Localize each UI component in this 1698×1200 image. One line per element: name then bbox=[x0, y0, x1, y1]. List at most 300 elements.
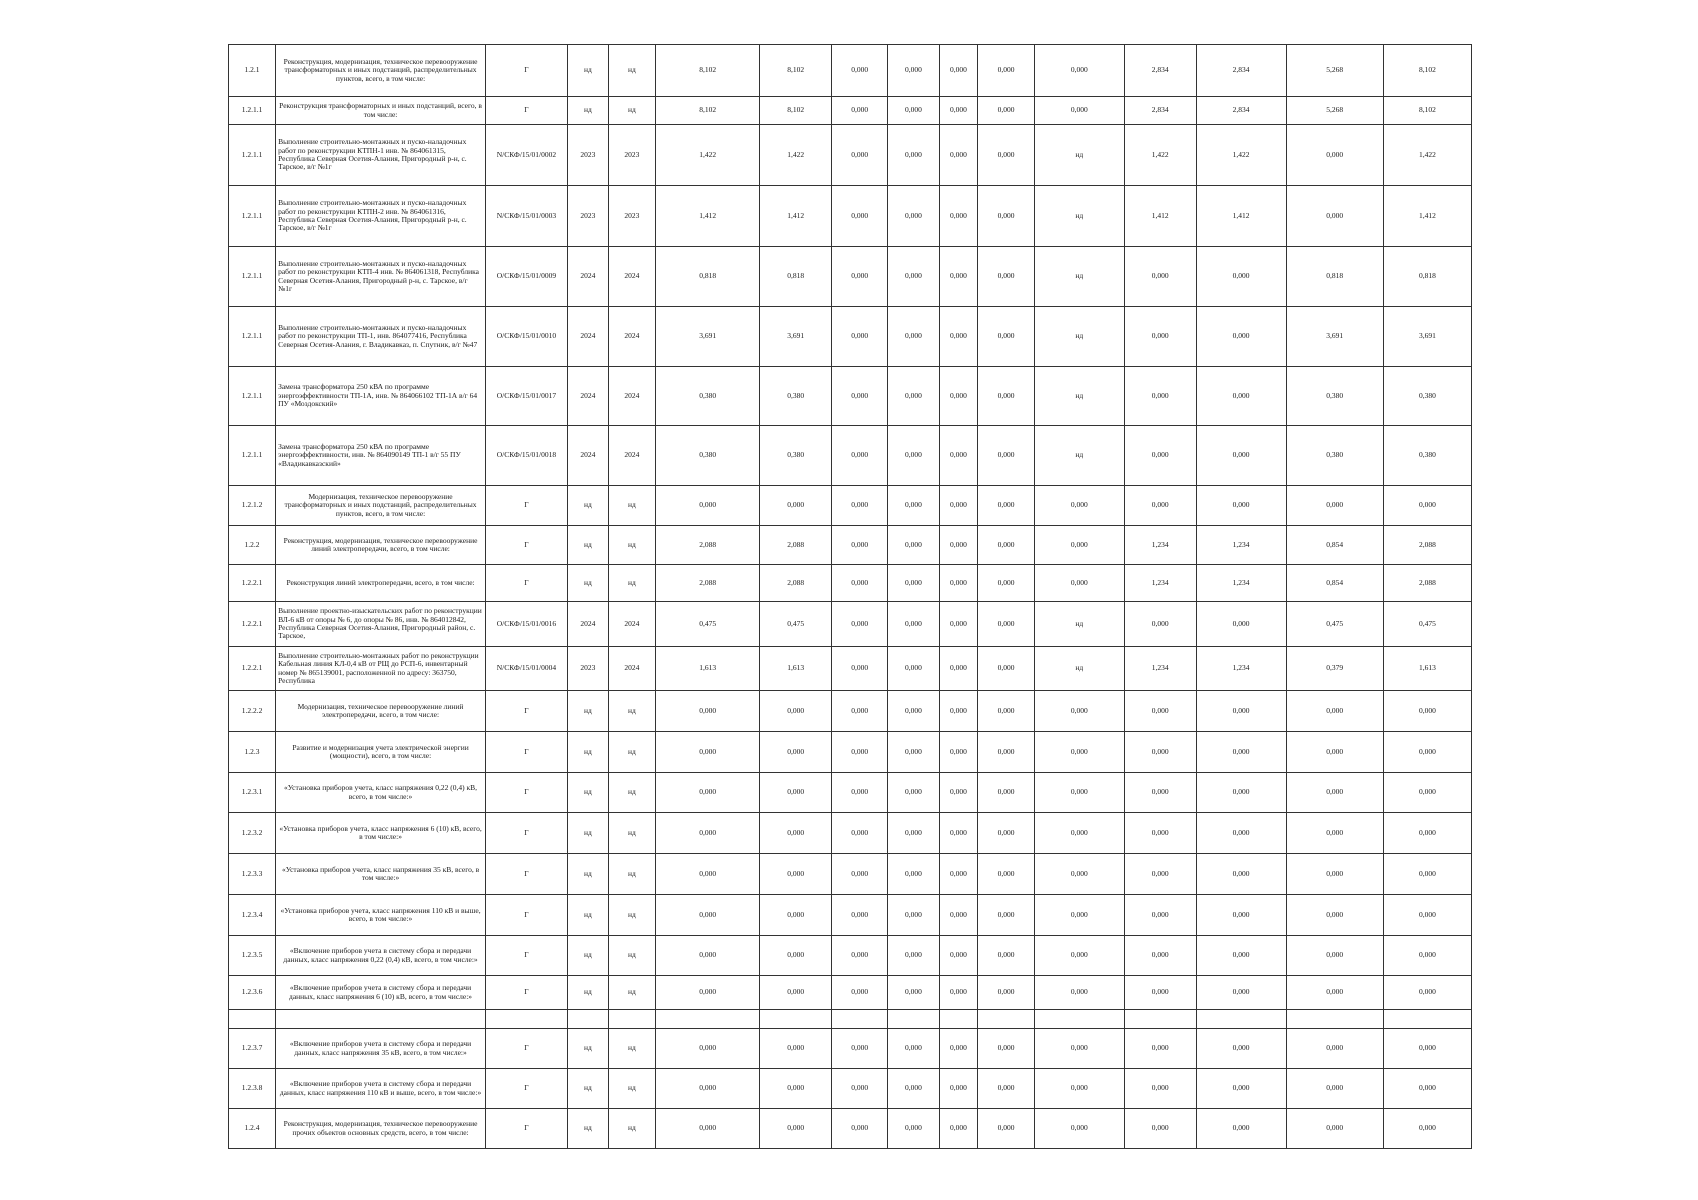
start-year-cell: нд bbox=[567, 895, 608, 936]
value-cell: 0,000 bbox=[939, 426, 978, 486]
table-row bbox=[229, 813, 1472, 854]
object-code-cell: Г bbox=[485, 1109, 567, 1149]
start-year-cell: 2024 bbox=[567, 426, 608, 486]
object-name-cell: Замена трансформатора 250 кВА по программе энергоэффективности ТП-1А, инв. № 864066102 ТП-1А в/г 64 ПУ «Моздокский» bbox=[276, 367, 486, 426]
value-cell: 1,422 bbox=[1383, 125, 1471, 186]
row-number-cell: 1.2.1.1 bbox=[229, 247, 276, 307]
start-year-cell: 2024 bbox=[567, 367, 608, 426]
value-cell: 0,000 bbox=[978, 247, 1034, 307]
value-cell: 0,000 bbox=[832, 45, 888, 97]
value-cell: 0,000 bbox=[1383, 813, 1471, 854]
value-cell: 0,000 bbox=[888, 895, 939, 936]
value-cell bbox=[978, 1010, 1034, 1029]
value-cell: 0,000 bbox=[1286, 895, 1383, 936]
value-cell: нд bbox=[1034, 367, 1124, 426]
value-cell: 0,000 bbox=[978, 125, 1034, 186]
value-cell: 0,000 bbox=[1196, 602, 1286, 647]
start-year-cell: нд bbox=[567, 1029, 608, 1069]
object-code-cell: Г bbox=[485, 732, 567, 773]
value-cell: 0,000 bbox=[1034, 813, 1124, 854]
value-cell: 0,000 bbox=[1286, 813, 1383, 854]
value-cell bbox=[832, 1010, 888, 1029]
value-cell: 0,000 bbox=[888, 854, 939, 895]
value-cell: 0,000 bbox=[888, 647, 939, 691]
row-number-cell: 1.2.3 bbox=[229, 732, 276, 773]
value-cell: 0,000 bbox=[832, 773, 888, 813]
end-year-cell: 2024 bbox=[608, 247, 655, 307]
end-year-cell: нд bbox=[608, 1109, 655, 1149]
end-year-cell: нд bbox=[608, 936, 655, 976]
value-cell: 0,000 bbox=[1124, 602, 1196, 647]
value-cell: нд bbox=[1034, 125, 1124, 186]
end-year-cell: нд bbox=[608, 1029, 655, 1069]
value-cell: 1,422 bbox=[760, 125, 832, 186]
value-cell: 0,000 bbox=[760, 732, 832, 773]
end-year-cell: нд bbox=[608, 526, 655, 565]
value-cell: 0,380 bbox=[1286, 367, 1383, 426]
value-cell: 8,102 bbox=[655, 45, 759, 97]
value-cell: 2,088 bbox=[760, 526, 832, 565]
object-name-cell: Выполнение строительно-монтажных и пуско-наладочных работ по реконструкции ТП-1, инв. 864077416, Республика Северная Осетия-Алания, г. Владикавказ, п. Спутник, в/г №47 bbox=[276, 307, 486, 367]
value-cell: 0,000 bbox=[1196, 367, 1286, 426]
value-cell: 0,000 bbox=[939, 247, 978, 307]
value-cell: 8,102 bbox=[1383, 45, 1471, 97]
value-cell: 0,000 bbox=[1124, 1109, 1196, 1149]
object-code-cell: Г bbox=[485, 45, 567, 97]
table-row bbox=[229, 367, 1472, 426]
object-code-cell: N/СКФ/15/01/0004 bbox=[485, 647, 567, 691]
start-year-cell: нд bbox=[567, 976, 608, 1010]
value-cell: 0,000 bbox=[1383, 854, 1471, 895]
value-cell: 0,000 bbox=[978, 1029, 1034, 1069]
end-year-cell bbox=[608, 1010, 655, 1029]
value-cell: 0,000 bbox=[760, 895, 832, 936]
value-cell: 0,000 bbox=[939, 936, 978, 976]
value-cell bbox=[1196, 1010, 1286, 1029]
object-code-cell: Г bbox=[485, 813, 567, 854]
value-cell: 0,000 bbox=[939, 895, 978, 936]
end-year-cell: 2024 bbox=[608, 602, 655, 647]
value-cell: 3,691 bbox=[1383, 307, 1471, 367]
end-year-cell: нд bbox=[608, 691, 655, 732]
object-code-cell: О/СКФ/15/01/0010 bbox=[485, 307, 567, 367]
table-row bbox=[229, 647, 1472, 691]
end-year-cell: 2023 bbox=[608, 125, 655, 186]
table-row bbox=[229, 426, 1472, 486]
value-cell: 0,000 bbox=[939, 486, 978, 526]
value-cell: 0,000 bbox=[978, 1109, 1034, 1149]
value-cell: 0,000 bbox=[1034, 45, 1124, 97]
value-cell: 0,475 bbox=[655, 602, 759, 647]
value-cell: 0,000 bbox=[1286, 186, 1383, 247]
start-year-cell: нд bbox=[567, 732, 608, 773]
value-cell: 0,000 bbox=[1286, 1029, 1383, 1069]
end-year-cell: 2024 bbox=[608, 426, 655, 486]
object-code-cell: О/СКФ/15/01/0009 bbox=[485, 247, 567, 307]
value-cell: 0,000 bbox=[760, 936, 832, 976]
end-year-cell: 2024 bbox=[608, 307, 655, 367]
value-cell: 2,088 bbox=[655, 565, 759, 602]
end-year-cell: нд bbox=[608, 97, 655, 125]
value-cell: 0,000 bbox=[1286, 1069, 1383, 1109]
value-cell: нд bbox=[1034, 426, 1124, 486]
value-cell: 0,000 bbox=[655, 732, 759, 773]
value-cell: 1,422 bbox=[1196, 125, 1286, 186]
value-cell: 0,000 bbox=[1196, 773, 1286, 813]
table-row bbox=[229, 936, 1472, 976]
end-year-cell: нд bbox=[608, 813, 655, 854]
value-cell: 0,000 bbox=[978, 526, 1034, 565]
value-cell: 0,000 bbox=[1383, 976, 1471, 1010]
table-row bbox=[229, 565, 1472, 602]
value-cell: 0,000 bbox=[1196, 813, 1286, 854]
value-cell: 0,000 bbox=[1124, 1069, 1196, 1109]
value-cell: 0,000 bbox=[1383, 732, 1471, 773]
object-code-cell: N/СКФ/15/01/0003 bbox=[485, 186, 567, 247]
object-code-cell: Г bbox=[485, 1069, 567, 1109]
value-cell: 0,000 bbox=[888, 813, 939, 854]
value-cell: 0,000 bbox=[1383, 1029, 1471, 1069]
value-cell: 0,000 bbox=[832, 813, 888, 854]
object-name-cell: «Установка приборов учета, класс напряжения 6 (10) кВ, всего, в том числе:» bbox=[276, 813, 486, 854]
value-cell: 0,000 bbox=[1196, 426, 1286, 486]
row-number-cell: 1.2.3.1 bbox=[229, 773, 276, 813]
value-cell: 2,088 bbox=[1383, 565, 1471, 602]
value-cell: 0,000 bbox=[978, 854, 1034, 895]
value-cell: 0,000 bbox=[1124, 307, 1196, 367]
table-row bbox=[229, 125, 1472, 186]
row-number-cell: 1.2.3.7 bbox=[229, 1029, 276, 1069]
start-year-cell: нд bbox=[567, 813, 608, 854]
value-cell: 0,000 bbox=[832, 565, 888, 602]
value-cell: 0,000 bbox=[760, 1069, 832, 1109]
object-name-cell: Реконструкция трансформаторных и иных подстанций, всего, в том числе: bbox=[276, 97, 486, 125]
value-cell: 0,000 bbox=[939, 976, 978, 1010]
value-cell: 0,000 bbox=[978, 895, 1034, 936]
value-cell: 0,000 bbox=[1286, 976, 1383, 1010]
value-cell: 0,000 bbox=[1383, 486, 1471, 526]
value-cell: 0,818 bbox=[1383, 247, 1471, 307]
start-year-cell: нд bbox=[567, 486, 608, 526]
start-year-cell: 2023 bbox=[567, 647, 608, 691]
value-cell: 0,000 bbox=[978, 97, 1034, 125]
value-cell: 0,000 bbox=[1034, 526, 1124, 565]
end-year-cell: нд bbox=[608, 976, 655, 1010]
row-number-cell: 1.2.3.6 bbox=[229, 976, 276, 1010]
value-cell: нд bbox=[1034, 602, 1124, 647]
start-year-cell: нд bbox=[567, 773, 608, 813]
value-cell: 5,268 bbox=[1286, 45, 1383, 97]
value-cell: 1,234 bbox=[1124, 526, 1196, 565]
start-year-cell: нд bbox=[567, 1109, 608, 1149]
object-code-cell bbox=[485, 1010, 567, 1029]
start-year-cell: нд bbox=[567, 565, 608, 602]
start-year-cell: нд bbox=[567, 45, 608, 97]
value-cell: 0,000 bbox=[760, 813, 832, 854]
value-cell: 0,000 bbox=[1196, 247, 1286, 307]
value-cell: 0,000 bbox=[655, 773, 759, 813]
value-cell: 0,000 bbox=[655, 1029, 759, 1069]
value-cell: 0,000 bbox=[1124, 895, 1196, 936]
value-cell: 0,000 bbox=[888, 45, 939, 97]
value-cell: 0,000 bbox=[1034, 486, 1124, 526]
object-code-cell: Г bbox=[485, 895, 567, 936]
value-cell: 0,000 bbox=[939, 45, 978, 97]
row-number-cell: 1.2.2.1 bbox=[229, 565, 276, 602]
row-number-cell: 1.2.1 bbox=[229, 45, 276, 97]
value-cell: 0,000 bbox=[1196, 307, 1286, 367]
value-cell bbox=[1034, 1010, 1124, 1029]
table-row bbox=[229, 526, 1472, 565]
value-cell: 0,000 bbox=[978, 45, 1034, 97]
value-cell: 0,000 bbox=[888, 186, 939, 247]
object-name-cell: Выполнение строительно-монтажных работ по реконструкции Кабельная линия КЛ-0,4 кВ от РЩ до РСП-6, инвентарный номер № 865139001, расположенной по адресу: 363750, Республика bbox=[276, 647, 486, 691]
value-cell: 0,000 bbox=[978, 307, 1034, 367]
value-cell: 0,000 bbox=[1196, 854, 1286, 895]
value-cell: 0,000 bbox=[655, 486, 759, 526]
value-cell: нд bbox=[1034, 307, 1124, 367]
object-code-cell: О/СКФ/15/01/0017 bbox=[485, 367, 567, 426]
table-row bbox=[229, 186, 1472, 247]
row-number-cell: 1.2.1.1 bbox=[229, 367, 276, 426]
value-cell: 0,000 bbox=[1124, 1029, 1196, 1069]
row-number-cell: 1.2.3.4 bbox=[229, 895, 276, 936]
value-cell: 0,000 bbox=[832, 367, 888, 426]
value-cell: 0,000 bbox=[1034, 565, 1124, 602]
object-name-cell: Замена трансформатора 250 кВА по программе энергоэффективности, инв. № 864090149 ТП-1 в/г 55 ПУ «Владикавказский» bbox=[276, 426, 486, 486]
end-year-cell: 2024 bbox=[608, 647, 655, 691]
row-number-cell: 1.2.1.1 bbox=[229, 186, 276, 247]
value-cell: 0,000 bbox=[832, 97, 888, 125]
object-name-cell: Модернизация, техническое перевооружение трансформаторных и иных подстанций, распределительных пунктов, всего, в том числе: bbox=[276, 486, 486, 526]
table-row bbox=[229, 1029, 1472, 1069]
row-number-cell: 1.2.3.5 bbox=[229, 936, 276, 976]
value-cell: 0,000 bbox=[978, 647, 1034, 691]
table-row bbox=[229, 691, 1472, 732]
value-cell: 0,000 bbox=[832, 936, 888, 976]
value-cell: 0,000 bbox=[1124, 367, 1196, 426]
value-cell: 0,000 bbox=[939, 125, 978, 186]
value-cell: 0,000 bbox=[1034, 1109, 1124, 1149]
end-year-cell: нд bbox=[608, 854, 655, 895]
value-cell: 0,000 bbox=[1383, 1109, 1471, 1149]
value-cell: 0,000 bbox=[978, 976, 1034, 1010]
value-cell: 1,412 bbox=[1196, 186, 1286, 247]
row-number-cell: 1.2.1.1 bbox=[229, 125, 276, 186]
object-code-cell: Г bbox=[485, 773, 567, 813]
value-cell: 0,000 bbox=[832, 895, 888, 936]
value-cell: 0,000 bbox=[939, 1069, 978, 1109]
object-name-cell: Реконструкция, модернизация, техническое перевооружение трансформаторных и иных подстанций, распределительных пунктов, всего, в том числе: bbox=[276, 45, 486, 97]
object-name-cell: Выполнение проектно-изыскательских работ по реконструкции ВЛ-6 кВ от опоры № 6, до опоры № 86, инв. № 864012842, Республика Северная Осетия-Алания, Пригородный район, с. Тарское, bbox=[276, 602, 486, 647]
value-cell: 0,000 bbox=[939, 526, 978, 565]
value-cell: 0,000 bbox=[1124, 976, 1196, 1010]
value-cell: 0,380 bbox=[760, 426, 832, 486]
value-cell: 0,000 bbox=[1124, 247, 1196, 307]
value-cell: 0,000 bbox=[888, 976, 939, 1010]
value-cell: 0,000 bbox=[888, 691, 939, 732]
value-cell: 0,000 bbox=[1286, 691, 1383, 732]
value-cell: 0,000 bbox=[832, 1069, 888, 1109]
value-cell: 0,000 bbox=[939, 186, 978, 247]
value-cell: 0,000 bbox=[832, 426, 888, 486]
value-cell: 0,000 bbox=[888, 307, 939, 367]
value-cell: 0,000 bbox=[939, 1109, 978, 1149]
value-cell: 0,000 bbox=[1383, 936, 1471, 976]
value-cell: 0,000 bbox=[1286, 732, 1383, 773]
object-name-cell: «Установка приборов учета, класс напряжения 35 кВ, всего, в том числе:» bbox=[276, 854, 486, 895]
value-cell: 0,000 bbox=[1124, 691, 1196, 732]
row-number-cell: 1.2.1.2 bbox=[229, 486, 276, 526]
value-cell bbox=[760, 1010, 832, 1029]
value-cell: 0,000 bbox=[655, 936, 759, 976]
value-cell: 0,000 bbox=[939, 565, 978, 602]
value-cell: 0,000 bbox=[1124, 426, 1196, 486]
value-cell: 0,000 bbox=[978, 773, 1034, 813]
table-row bbox=[229, 1109, 1472, 1149]
value-cell: 0,000 bbox=[939, 691, 978, 732]
value-cell bbox=[1286, 1010, 1383, 1029]
value-cell: 0,000 bbox=[888, 565, 939, 602]
start-year-cell: 2024 bbox=[567, 247, 608, 307]
value-cell: 1,234 bbox=[1196, 526, 1286, 565]
end-year-cell: нд bbox=[608, 486, 655, 526]
value-cell: 0,000 bbox=[978, 691, 1034, 732]
value-cell: 0,475 bbox=[760, 602, 832, 647]
value-cell: 0,000 bbox=[978, 936, 1034, 976]
value-cell: 1,234 bbox=[1196, 647, 1286, 691]
start-year-cell: нд bbox=[567, 936, 608, 976]
object-name-cell: «Установка приборов учета, класс напряжения 110 кВ и выше, всего, в том числе:» bbox=[276, 895, 486, 936]
object-name-cell: Выполнение строительно-монтажных и пуско-наладочных работ по реконструкции КТПН-1 инв. № 864061315, Республика Северная Осетия-Алания, Пригородный р-н, с. Тарское, в/г №1г bbox=[276, 125, 486, 186]
value-cell: 1,412 bbox=[1383, 186, 1471, 247]
value-cell: 0,000 bbox=[655, 813, 759, 854]
value-cell: 2,834 bbox=[1196, 97, 1286, 125]
value-cell bbox=[655, 1010, 759, 1029]
value-cell: 0,854 bbox=[1286, 526, 1383, 565]
value-cell: 1,422 bbox=[1124, 125, 1196, 186]
value-cell: 1,234 bbox=[1124, 647, 1196, 691]
value-cell: 0,380 bbox=[1383, 426, 1471, 486]
value-cell: 0,000 bbox=[978, 486, 1034, 526]
value-cell: 2,834 bbox=[1196, 45, 1286, 97]
object-code-cell: Г bbox=[485, 526, 567, 565]
value-cell: 2,088 bbox=[655, 526, 759, 565]
table-row bbox=[229, 1069, 1472, 1109]
object-code-cell: N/СКФ/15/01/0002 bbox=[485, 125, 567, 186]
value-cell: 0,000 bbox=[832, 486, 888, 526]
value-cell: 0,000 bbox=[832, 247, 888, 307]
value-cell: 0,475 bbox=[1383, 602, 1471, 647]
value-cell: 0,000 bbox=[760, 486, 832, 526]
object-code-cell: Г bbox=[485, 854, 567, 895]
value-cell: 0,000 bbox=[760, 1029, 832, 1069]
value-cell: 0,000 bbox=[1196, 936, 1286, 976]
value-cell: 0,818 bbox=[655, 247, 759, 307]
value-cell: 8,102 bbox=[1383, 97, 1471, 125]
value-cell: 0,380 bbox=[655, 367, 759, 426]
value-cell: 0,000 bbox=[1196, 1029, 1286, 1069]
row-number-cell: 1.2.3.8 bbox=[229, 1069, 276, 1109]
object-name-cell: Реконструкция, модернизация, техническое перевооружение линий электропередачи, всего, в том числе: bbox=[276, 526, 486, 565]
table-row bbox=[229, 602, 1472, 647]
value-cell: 0,000 bbox=[1034, 732, 1124, 773]
value-cell: 0,000 bbox=[978, 1069, 1034, 1109]
end-year-cell: нд bbox=[608, 1069, 655, 1109]
value-cell: 0,380 bbox=[1383, 367, 1471, 426]
investment-program-table bbox=[228, 44, 1472, 1149]
object-name-cell: «Установка приборов учета, класс напряжения 0,22 (0,4) кВ, всего, в том числе:» bbox=[276, 773, 486, 813]
object-code-cell: Г bbox=[485, 97, 567, 125]
end-year-cell: нд bbox=[608, 895, 655, 936]
value-cell: 8,102 bbox=[655, 97, 759, 125]
value-cell: 0,000 bbox=[888, 426, 939, 486]
table-row bbox=[229, 976, 1472, 1010]
value-cell: 0,000 bbox=[1034, 97, 1124, 125]
value-cell: 0,000 bbox=[888, 1109, 939, 1149]
table-row bbox=[229, 1010, 1472, 1029]
value-cell: 1,234 bbox=[1124, 565, 1196, 602]
object-code-cell: О/СКФ/15/01/0016 bbox=[485, 602, 567, 647]
value-cell: 1,412 bbox=[760, 186, 832, 247]
value-cell: 0,000 bbox=[1286, 1109, 1383, 1149]
object-name-cell: «Включение приборов учета в систему сбора и передачи данных, класс напряжения 35 кВ, всего, в том числе:» bbox=[276, 1029, 486, 1069]
value-cell: 0,000 bbox=[832, 526, 888, 565]
object-name-cell: «Включение приборов учета в систему сбора и передачи данных, класс напряжения 6 (10) кВ, всего, в том числе:» bbox=[276, 976, 486, 1010]
value-cell: 0,000 bbox=[1034, 895, 1124, 936]
end-year-cell: нд bbox=[608, 773, 655, 813]
value-cell: 0,000 bbox=[1034, 773, 1124, 813]
value-cell: 0,000 bbox=[888, 773, 939, 813]
value-cell: 0,000 bbox=[832, 976, 888, 1010]
start-year-cell: 2024 bbox=[567, 307, 608, 367]
value-cell: 0,000 bbox=[1383, 773, 1471, 813]
value-cell: 0,000 bbox=[1124, 813, 1196, 854]
value-cell: 0,000 bbox=[1383, 1069, 1471, 1109]
value-cell: 0,000 bbox=[1286, 773, 1383, 813]
row-number-cell: 1.2.1.1 bbox=[229, 426, 276, 486]
row-number-cell: 1.2.2.1 bbox=[229, 647, 276, 691]
value-cell: 2,088 bbox=[1383, 526, 1471, 565]
value-cell: 0,000 bbox=[1286, 854, 1383, 895]
value-cell bbox=[1383, 1010, 1471, 1029]
object-name-cell: Реконструкция, модернизация, техническое перевооружение прочих объектов основных средств, всего, в том числе: bbox=[276, 1109, 486, 1149]
object-name-cell: Выполнение строительно-монтажных и пуско-наладочных работ по реконструкции КТП-4 инв. № 864061318, Республика Северная Осетия-Алания, Пригородный р-н, с. Тарское, в/г №1г bbox=[276, 247, 486, 307]
row-number-cell: 1.2.2.1 bbox=[229, 602, 276, 647]
value-cell: 0,000 bbox=[1196, 976, 1286, 1010]
end-year-cell: нд bbox=[608, 732, 655, 773]
object-name-cell bbox=[276, 1010, 486, 1029]
value-cell: 0,000 bbox=[832, 854, 888, 895]
value-cell: 0,000 bbox=[939, 773, 978, 813]
value-cell: 0,000 bbox=[1196, 1109, 1286, 1149]
value-cell: 0,475 bbox=[1286, 602, 1383, 647]
value-cell: 0,000 bbox=[832, 647, 888, 691]
object-name-cell: Развитие и модернизация учета электрической энергии (мощности), всего, в том числе: bbox=[276, 732, 486, 773]
value-cell bbox=[888, 1010, 939, 1029]
value-cell: 0,000 bbox=[888, 526, 939, 565]
value-cell: 0,000 bbox=[888, 125, 939, 186]
start-year-cell: 2024 bbox=[567, 602, 608, 647]
value-cell: 0,000 bbox=[1196, 895, 1286, 936]
value-cell: 0,000 bbox=[939, 602, 978, 647]
value-cell: 0,000 bbox=[655, 1069, 759, 1109]
value-cell: 0,000 bbox=[1034, 936, 1124, 976]
start-year-cell: нд bbox=[567, 854, 608, 895]
end-year-cell: 2023 bbox=[608, 186, 655, 247]
value-cell: 0,000 bbox=[832, 732, 888, 773]
value-cell: 0,000 bbox=[939, 307, 978, 367]
